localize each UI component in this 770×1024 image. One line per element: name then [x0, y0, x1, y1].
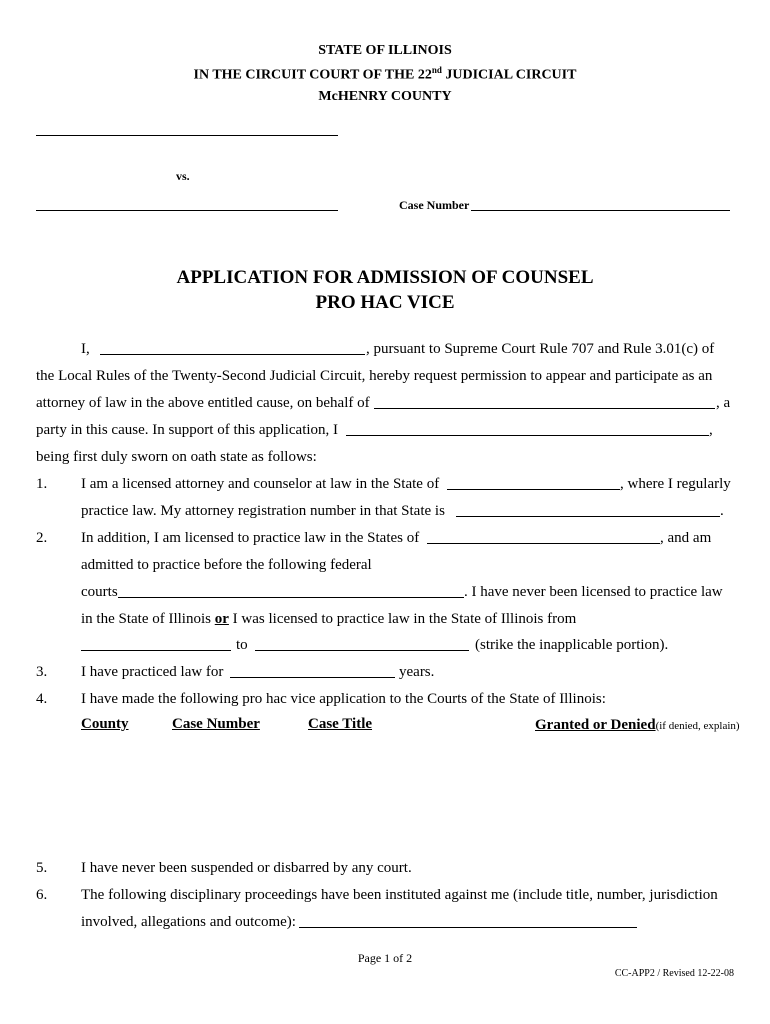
applicant-name-field[interactable]	[100, 354, 365, 355]
item-3-text-end: years.	[399, 664, 435, 680]
item-1-line2-end: .	[720, 503, 724, 519]
item-3-text: I have practiced law for	[81, 664, 224, 680]
intro-line5: being first duly sworn on oath state as follows:	[36, 449, 317, 465]
defendant-blank-line[interactable]	[36, 210, 338, 211]
intro-line4-end: ,	[709, 422, 713, 438]
intro-line1-rest: , pursuant to Supreme Court Rule 707 and Rule 3.01(c) of	[366, 341, 715, 357]
circuit-heading-sup: nd	[431, 65, 442, 75]
item-2-number: 2.	[36, 530, 48, 546]
item-5-text: I have never been suspended or disbarred by any court.	[81, 860, 412, 876]
item-1-line2-text: practice law. My attorney registration number in that State is	[81, 503, 445, 519]
federal-courts-field[interactable]	[118, 597, 464, 598]
to-label: to	[236, 637, 248, 653]
registration-number-field[interactable]	[456, 516, 720, 517]
intro-line3-end: , a	[716, 395, 731, 411]
intro-i-label: I,	[81, 341, 90, 357]
strike-note: (strike the inapplicable portion).	[475, 637, 669, 653]
page-number: Page 1 of 2	[357, 951, 413, 965]
or-emphasis: or	[214, 611, 229, 627]
column-header-county: County	[81, 716, 129, 732]
column-header-granted	[535, 716, 740, 734]
plaintiff-blank-line[interactable]	[36, 135, 338, 136]
item-5-number: 5.	[36, 860, 48, 876]
item-2-line3-text: courts	[81, 584, 118, 600]
intro-line2: the Local Rules of the Twenty-Second Judicial Circuit, hereby request permission to appear and participate as an	[36, 368, 713, 384]
case-number-label: Case Number	[399, 198, 470, 212]
column-header-case-number: Case Number	[172, 716, 260, 732]
item-6-line2-text: involved, allegations and outcome):	[81, 914, 296, 930]
item-2-text-end: , and am	[660, 530, 712, 546]
item-1-text-end: , where I regularly	[620, 476, 731, 492]
item-2-line4-post: I was licensed to practice law in the State of Illinois from	[228, 611, 577, 627]
item-2-line4	[81, 610, 576, 628]
versus-label: vs.	[176, 169, 190, 183]
form-revision-id: CC-APP2 / Revised 12-22-08	[614, 968, 734, 979]
county-heading: McHENRY COUNTY	[318, 89, 452, 104]
granted-note: (if denied, explain)	[655, 720, 740, 732]
illinois-to-date-field[interactable]	[255, 650, 469, 651]
item-6-text: The following disciplinary proceedings have been instituted against me (include title, number, jurisdiction	[81, 887, 718, 903]
item-1-number: 1.	[36, 476, 48, 492]
on-behalf-of-field[interactable]	[374, 408, 715, 409]
item-2-line3-end: . I have never been licensed to practice law	[464, 584, 723, 600]
circuit-heading-pre: IN THE CIRCUIT COURT OF THE 22	[193, 67, 432, 83]
circuit-heading-post: JUDICIAL CIRCUIT	[441, 67, 577, 83]
item-2-line2: admitted to practice before the following federal	[81, 557, 372, 573]
illinois-from-date-field[interactable]	[81, 650, 231, 651]
item-3-number: 3.	[36, 664, 48, 680]
item-4-text: I have made the following pro hac vice application to the Courts of the State of Illinois:	[81, 691, 606, 707]
granted-or-denied-label: Granted or Denied	[535, 717, 656, 733]
other-states-field[interactable]	[427, 543, 660, 544]
years-practiced-field[interactable]	[230, 677, 395, 678]
column-header-case-title: Case Title	[308, 716, 373, 732]
court-state-heading: STATE OF ILLINOIS	[318, 43, 452, 58]
court-circuit-heading	[0, 65, 770, 84]
case-number-field[interactable]	[471, 210, 730, 211]
item-1-text: I am a licensed attorney and counselor at law in the State of	[81, 476, 440, 492]
item-2-text: In addition, I am licensed to practice law in the States of	[81, 530, 420, 546]
disciplinary-proceedings-field[interactable]	[299, 927, 637, 928]
document-subtitle: PRO HAC VICE	[315, 292, 455, 313]
intro-line4-text: party in this cause. In support of this application, I	[36, 422, 339, 438]
licensed-state-field[interactable]	[447, 489, 620, 490]
item-2-line4-pre: in the State of Illinois	[81, 611, 215, 627]
document-title: APPLICATION FOR ADMISSION OF COUNSEL	[176, 267, 594, 288]
support-statement-field[interactable]	[346, 435, 709, 436]
item-6-number: 6.	[36, 887, 48, 903]
item-4-number: 4.	[36, 691, 48, 707]
intro-line3-text: attorney of law in the above entitled cause, on behalf of	[36, 395, 370, 411]
